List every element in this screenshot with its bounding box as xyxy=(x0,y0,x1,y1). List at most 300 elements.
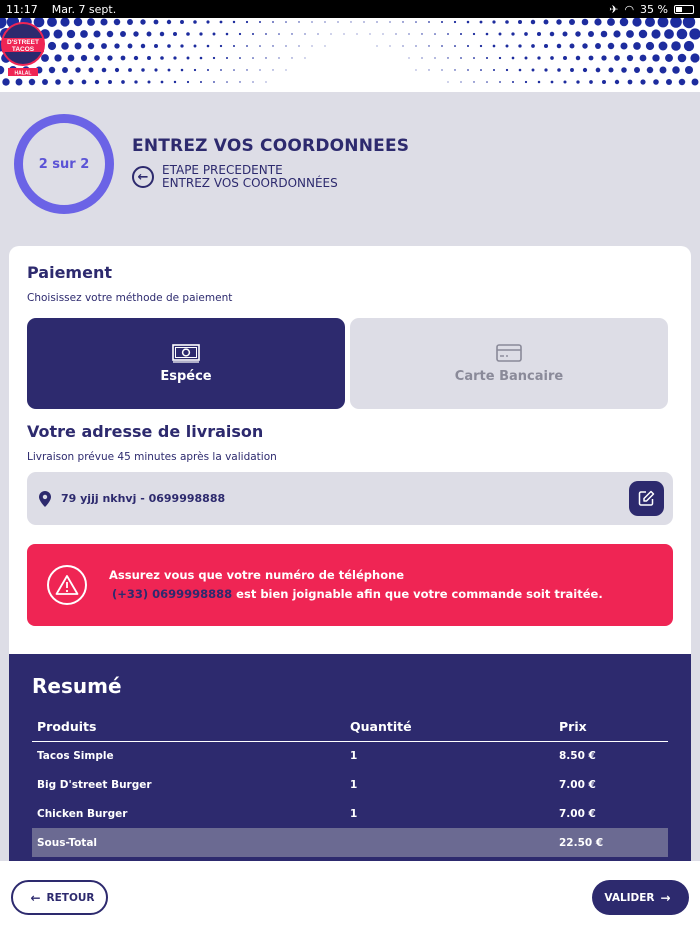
halftone-dot xyxy=(194,45,197,48)
halftone-dot xyxy=(160,32,164,36)
halftone-dot xyxy=(88,67,93,72)
halftone-dot xyxy=(55,79,61,85)
halftone-dot xyxy=(395,33,396,34)
halftone-dot xyxy=(454,21,456,23)
halftone-dot xyxy=(174,81,176,83)
halftone-dot xyxy=(48,42,56,50)
halftone-dot xyxy=(49,67,55,73)
validate-button-label: VALIDER xyxy=(604,891,655,904)
halftone-dot xyxy=(101,43,107,49)
row-product: Tacos Simple xyxy=(37,749,114,762)
halftone-dot xyxy=(154,20,159,25)
halftone-dot xyxy=(239,33,241,35)
halftone-dot xyxy=(499,33,502,36)
halftone-dot xyxy=(160,56,164,60)
previous-step-name: ENTREZ VOS COORDONNÉES xyxy=(162,176,338,190)
step-progress-circle xyxy=(14,114,114,214)
alert-message-line1: Assurez vous que votre numéro de téléphone xyxy=(109,568,405,582)
halftone-dot xyxy=(53,29,62,38)
halftone-dot xyxy=(594,18,601,25)
halftone-dot xyxy=(180,20,184,24)
halftone-dot xyxy=(486,57,488,59)
halftone-dot xyxy=(480,45,482,47)
halftone-dot xyxy=(128,68,132,72)
halftone-dot xyxy=(415,69,416,70)
halftone-dot xyxy=(60,18,69,27)
halftone-dot xyxy=(29,79,35,85)
halftone-dot xyxy=(75,43,82,50)
halftone-dot xyxy=(596,68,601,73)
halftone-dot xyxy=(627,55,633,61)
halftone-dot xyxy=(524,32,528,36)
halftone-dot xyxy=(537,56,540,59)
halftone-dot xyxy=(685,66,693,74)
halftone-dot xyxy=(207,45,210,48)
halftone-dot xyxy=(324,21,325,22)
halftone-dot xyxy=(557,68,561,72)
validate-button[interactable] xyxy=(592,880,689,915)
halftone-dot xyxy=(382,33,383,34)
halftone-dot xyxy=(16,79,23,86)
payment-option-card[interactable] xyxy=(350,318,668,409)
halftone-dot xyxy=(639,30,647,38)
halftone-dot xyxy=(95,80,99,84)
halftone-dot xyxy=(608,43,614,49)
status-right xyxy=(609,3,694,16)
airplane-icon: ✈ xyxy=(609,2,619,16)
halftone-dot xyxy=(200,81,202,83)
halftone-dot xyxy=(369,33,370,34)
halftone-dot xyxy=(167,44,171,48)
halftone-dot xyxy=(576,80,579,83)
halftone-dot xyxy=(525,81,527,83)
halftone-dot xyxy=(660,67,667,74)
halftone-dot xyxy=(518,44,521,47)
halftone-dot xyxy=(252,57,254,59)
halftone-dot xyxy=(167,20,171,24)
logo-text-3: HALAL xyxy=(14,70,32,77)
halftone-dot xyxy=(121,56,126,61)
halftone-dot xyxy=(640,79,645,84)
halftone-dot xyxy=(68,79,73,84)
halftone-dot xyxy=(608,67,613,72)
halftone-dot xyxy=(544,44,548,48)
halftone-dot xyxy=(684,41,694,51)
warning-icon xyxy=(47,565,87,605)
halftone-dot xyxy=(421,57,422,58)
row-product: Big D'street Burger xyxy=(37,778,152,791)
halftone-dot xyxy=(94,55,100,61)
halftone-dot xyxy=(88,43,94,49)
halftone-dot xyxy=(563,56,567,60)
halftone-dot xyxy=(492,20,495,23)
halftone-dot xyxy=(658,18,669,27)
halftone-dot xyxy=(531,20,535,24)
halftone-dot xyxy=(265,81,266,82)
halftone-dot xyxy=(607,18,615,26)
halftone-dot xyxy=(330,33,331,34)
halftone-dot xyxy=(531,44,535,48)
halftone-dot xyxy=(220,21,223,24)
halftone-dot xyxy=(114,19,121,26)
halftone-dot xyxy=(246,69,247,70)
halftone-dot xyxy=(467,21,470,24)
delivery-address-field[interactable] xyxy=(27,472,673,525)
halftone-dot xyxy=(67,30,75,38)
halftone-dot xyxy=(480,21,483,24)
halftone-dot xyxy=(473,81,474,82)
halftone-dot xyxy=(226,57,228,59)
delivery-subtitle: Livraison prévue 45 minutes après la validation xyxy=(27,451,277,463)
halftone-dot xyxy=(193,20,197,24)
halftone-dot xyxy=(272,45,273,46)
halftone-dot xyxy=(550,56,554,60)
halftone-dot xyxy=(538,81,541,84)
footer-bar xyxy=(0,861,700,934)
halftone-dot xyxy=(252,33,254,35)
battery-percent: 35 % xyxy=(640,2,668,16)
status-bar xyxy=(0,0,700,18)
halftone-dot xyxy=(402,21,403,22)
halftone-dot xyxy=(467,45,469,47)
halftone-dot xyxy=(434,33,436,35)
logo-text-2: TACOS xyxy=(11,46,35,53)
halftone-dot xyxy=(601,55,606,60)
payment-title: Paiement xyxy=(27,263,112,282)
halftone-dot xyxy=(664,29,674,39)
halftone-dot xyxy=(589,56,594,61)
page-title: ENTREZ VOS COORDONNEES xyxy=(132,136,410,156)
row-product: Chicken Burger xyxy=(37,807,128,820)
alert-message-line2-text: est bien joignable afin que votre commande soit traitée. xyxy=(232,587,603,601)
halftone-dot xyxy=(640,55,647,62)
halftone-dot xyxy=(575,31,580,36)
halftone-dot xyxy=(233,45,235,47)
order-summary xyxy=(9,654,691,861)
alert-phone-number: (+33) 0699998888 xyxy=(112,587,233,601)
halftone-dot xyxy=(519,69,522,72)
halftone-dot xyxy=(595,43,601,49)
halftone-dot xyxy=(447,57,448,58)
halftone-dot xyxy=(550,32,555,37)
column-header-price: Prix xyxy=(554,712,668,741)
halftone-dot xyxy=(239,81,240,82)
halftone-dot xyxy=(651,29,660,38)
halftone-dot xyxy=(454,45,456,47)
halftone-dot xyxy=(246,21,248,23)
summary-title: Resumé xyxy=(32,674,122,698)
halftone-dot xyxy=(259,21,261,23)
table-row xyxy=(32,799,668,828)
halftone-dot xyxy=(285,69,286,70)
halftone-dot xyxy=(544,68,547,71)
halftone-dot xyxy=(187,81,189,83)
halftone-dot xyxy=(615,80,619,84)
halftone-dot xyxy=(505,20,509,24)
halftone-dot xyxy=(82,80,87,85)
halftone-dot xyxy=(620,42,627,49)
halftone-dot xyxy=(154,68,157,71)
row-price: 7.00 € xyxy=(559,778,596,791)
halftone-dot xyxy=(647,67,653,73)
halftone-dot xyxy=(563,32,568,37)
halftone-dot xyxy=(186,32,190,36)
halftone-dot xyxy=(213,33,216,36)
halftone-dot xyxy=(304,57,305,58)
halftone-dot xyxy=(285,21,287,23)
halftone-dot xyxy=(576,56,580,60)
halftone-dot xyxy=(570,44,575,49)
halftone-dot xyxy=(428,21,430,23)
halftone-dot xyxy=(652,54,659,61)
halftone-dot xyxy=(259,45,261,47)
halftone-dot xyxy=(337,21,338,22)
battery-icon xyxy=(674,5,694,14)
halftone-dot xyxy=(570,68,574,72)
arrow-right-icon: → xyxy=(660,890,671,905)
halftone-dot xyxy=(511,32,514,35)
halftone-dot xyxy=(601,31,608,38)
halftone-dot xyxy=(556,19,561,24)
halftone-dot xyxy=(512,57,515,60)
cash-icon xyxy=(172,343,200,363)
halftone-dot xyxy=(473,33,475,35)
halftone-dot xyxy=(428,45,429,46)
halftone-dot xyxy=(181,69,184,72)
halftone-dot xyxy=(278,57,279,58)
halftone-dot xyxy=(80,30,88,38)
halftone-dot xyxy=(428,69,429,70)
row-quantity: 1 xyxy=(350,807,358,820)
halftone-dot xyxy=(187,57,190,60)
subtotal-label: Sous-Total xyxy=(32,828,345,857)
halftone-dot xyxy=(402,45,403,46)
halftone-dot xyxy=(632,18,641,27)
table-row xyxy=(32,741,668,770)
halftone-dot xyxy=(100,18,107,25)
halftone-dot xyxy=(633,42,641,50)
edit-address-button[interactable] xyxy=(629,481,664,516)
halftone-dot xyxy=(441,69,442,70)
halftone-dot xyxy=(363,21,364,22)
halftone-dot xyxy=(486,33,489,36)
halftone-dot xyxy=(285,45,286,46)
halftone-dot xyxy=(506,69,508,71)
halftone-dot xyxy=(421,33,422,34)
halftone-dot xyxy=(252,81,253,82)
halftone-dot xyxy=(265,33,267,35)
payment-option-cash-label: Espéce xyxy=(160,369,212,384)
delivery-address-text: 79 yjjj nkhvj - 0699998888 xyxy=(61,492,226,505)
halftone-dot xyxy=(499,57,501,59)
halftone-dot xyxy=(454,69,455,70)
halftone-dot xyxy=(683,18,695,28)
halftone-dot xyxy=(42,79,48,85)
halftone-dot xyxy=(107,31,113,37)
halftone-dot xyxy=(180,44,183,47)
halftone-dot xyxy=(291,33,292,34)
delivery-title: Votre adresse de livraison xyxy=(27,422,264,441)
halftone-dot xyxy=(518,20,522,24)
halftone-dot xyxy=(628,80,633,85)
halftone-dot xyxy=(493,69,495,71)
halftone-dot xyxy=(343,33,344,34)
checkout-card xyxy=(9,246,691,666)
halftone-dot xyxy=(128,44,133,49)
halftone-dot xyxy=(626,30,634,38)
halftone-dot xyxy=(666,79,672,85)
payment-subtitle: Choisissez votre méthode de paiement xyxy=(27,292,233,304)
halftone-dot xyxy=(115,68,119,72)
halftone-dot xyxy=(200,57,203,60)
halftone-dot xyxy=(679,79,686,86)
halftone-dot xyxy=(551,81,554,84)
halftone-dot xyxy=(173,32,177,36)
halftone-dot xyxy=(415,45,416,46)
halftone-dot xyxy=(107,55,112,60)
halftone-dot xyxy=(61,42,69,50)
row-price: 7.00 € xyxy=(559,807,596,820)
logo-text-1: D'STREET xyxy=(7,39,39,46)
row-quantity: 1 xyxy=(350,749,358,762)
halftone-dot xyxy=(670,18,682,28)
previous-step-text xyxy=(162,164,338,190)
halftone-dot xyxy=(168,69,171,72)
halftone-dot xyxy=(81,55,87,61)
halftone-dot xyxy=(173,56,176,59)
column-header-products: Produits xyxy=(32,712,345,741)
halftone-dot xyxy=(690,53,699,62)
halftone-dot xyxy=(512,81,514,83)
back-button[interactable] xyxy=(11,880,108,915)
subtotal-row xyxy=(32,828,668,857)
halftone-dot xyxy=(226,81,228,83)
halftone-dot xyxy=(408,33,409,34)
halftone-dot xyxy=(493,45,496,48)
halftone-dot xyxy=(233,69,235,71)
halftone-dot xyxy=(140,19,145,24)
halftone-dot xyxy=(102,68,107,73)
halftone-dot xyxy=(441,45,443,47)
table-row xyxy=(32,770,668,799)
subtotal-spacer xyxy=(345,828,554,857)
credit-card-icon xyxy=(496,343,522,363)
halftone-dot xyxy=(389,21,390,22)
halftone-dot xyxy=(356,33,357,34)
halftone-dot xyxy=(246,45,248,47)
halftone-dot xyxy=(525,57,528,60)
payment-option-card-label: Carte Bancaire xyxy=(454,369,564,384)
halftone-dot xyxy=(672,66,680,74)
halftone-dot xyxy=(532,69,535,72)
halftone-dot xyxy=(582,43,587,48)
summary-header-row xyxy=(32,712,668,741)
halftone-dot xyxy=(147,56,151,60)
halftone-dot xyxy=(480,69,482,71)
previous-step-link[interactable] xyxy=(132,164,338,190)
halftone-dot xyxy=(441,21,443,23)
halftone-dot xyxy=(298,45,299,46)
halftone-dot xyxy=(148,81,151,84)
halftone-dot xyxy=(141,44,145,48)
halftone-dot xyxy=(350,21,351,22)
halftone-dot xyxy=(620,18,629,26)
halftone-dot xyxy=(154,44,158,48)
halftone-dot xyxy=(589,80,593,84)
header-banner xyxy=(0,18,700,92)
halftone-dot xyxy=(506,45,509,48)
halftone-dot xyxy=(324,45,325,46)
halftone-dot xyxy=(544,20,549,25)
halftone-dot xyxy=(127,19,133,25)
subtotal-value: 22.50 € xyxy=(554,828,668,857)
halftone-dot xyxy=(199,32,202,35)
halftone-dot xyxy=(304,33,305,34)
phone-warning-alert xyxy=(27,544,673,626)
halftone-dot xyxy=(486,81,488,83)
step-progress-text: 2 sur 2 xyxy=(38,156,90,172)
back-button-label: RETOUR xyxy=(46,891,95,904)
halftone-dot xyxy=(659,42,668,51)
halftone-dot xyxy=(207,69,209,71)
halftone-dot xyxy=(311,21,312,22)
halftone-dot xyxy=(114,43,119,48)
halftone-dot xyxy=(317,33,318,34)
halftone-dot xyxy=(278,33,280,35)
halftone-dot xyxy=(645,18,655,27)
halftone-dot xyxy=(569,19,575,25)
halftone-dot xyxy=(467,69,469,71)
halftone-dot xyxy=(121,80,125,84)
halftone-dot xyxy=(460,57,462,59)
halftone-dot xyxy=(415,21,417,23)
halftone-dot xyxy=(460,33,462,35)
halftone-dot xyxy=(434,57,435,58)
halftone-dot xyxy=(614,55,620,61)
halftone-dot xyxy=(447,33,449,35)
halftone-dot xyxy=(677,29,688,40)
halftone-dot xyxy=(671,41,681,51)
halftone-dot xyxy=(220,45,222,47)
summary-table xyxy=(32,712,668,857)
halftone-dot xyxy=(134,80,137,83)
column-header-quantity: Quantité xyxy=(345,712,554,741)
halftone-dot xyxy=(120,31,126,37)
row-quantity: 1 xyxy=(350,778,358,791)
halftone-dot xyxy=(147,32,152,37)
halftone-dot xyxy=(582,19,589,26)
halftone-dot xyxy=(473,57,475,59)
halftone-dot xyxy=(141,68,144,71)
brand-logo[interactable] xyxy=(0,18,46,78)
halftone-dot xyxy=(87,18,95,26)
halftone-dot xyxy=(259,69,260,70)
halftone-dot xyxy=(537,32,541,36)
halftone-dot xyxy=(108,80,112,84)
halftone-dot xyxy=(62,67,68,73)
halftone-dot xyxy=(134,56,138,60)
halftone-dot xyxy=(220,69,222,71)
payment-option-cash[interactable] xyxy=(27,318,345,409)
halftone-pattern xyxy=(0,18,700,92)
halftone-dot xyxy=(408,57,409,58)
arrow-left-icon: ← xyxy=(30,890,41,905)
halftone-dot xyxy=(447,81,448,82)
halftone-dot xyxy=(563,80,566,83)
halftone-dot xyxy=(272,21,274,23)
halftone-dot xyxy=(213,57,215,59)
halftone-dot xyxy=(678,54,687,63)
